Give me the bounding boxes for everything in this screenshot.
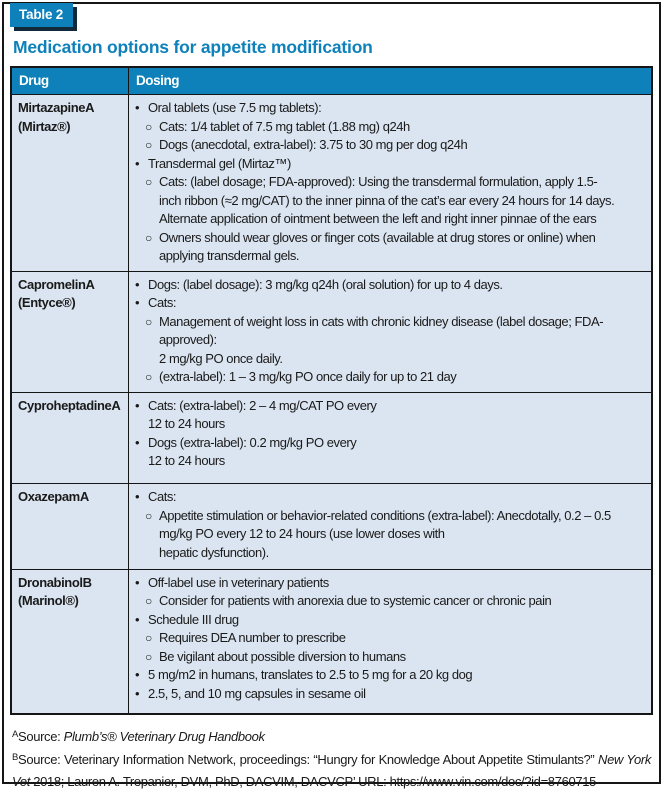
dosing-line [135,592,645,611]
dosing-line [135,648,645,667]
dosing-line [135,544,645,563]
medication-table [10,66,653,715]
circle-bullet-icon: ○ [145,175,152,189]
bullet-icon: • [135,155,140,171]
dosing-line [135,99,645,118]
table-body [12,95,651,713]
circle-bullet-icon: ○ [145,649,152,664]
dosing-line [135,118,645,137]
dosing-line [135,192,645,211]
dosing-text: Schedule III drug [148,611,239,627]
dosing-text: Management of weight loss in cats with chronic kidney disease (label dosage; FDA- [159,313,604,329]
bullet-icon: • [135,434,140,450]
dosing-text: (extra-label): 1 – 3 mg/kg PO once daily for up to 21 day [159,369,457,384]
dosing-line [135,247,645,266]
dosing-line [135,685,645,704]
dosing-text: Off-label use in veterinary patients [148,574,329,590]
dosing-line [135,276,645,295]
dosing-line [135,666,645,685]
footnote-text: Source: Veterinary Information Network, proceedings: “Hungry for Knowledge About Appetite Stimulants?” [18,752,599,767]
bullet-icon: • [135,397,140,413]
column-header-drug: Drug [12,68,129,94]
circle-bullet-icon: ○ [145,119,152,134]
table-row [12,272,651,393]
dosing-line [135,415,645,434]
dosing-line [135,574,645,593]
dosing-line [135,173,645,192]
dosing-line [135,434,645,453]
bullet-icon: • [135,611,140,627]
drug-cell [12,484,129,569]
circle-bullet-icon: ○ [145,594,152,608]
table-header-row [12,68,651,95]
dosing-line [135,294,645,313]
dosing-text: Dogs (anecdotal, extra-label): 3.75 to 30 mg per dog q24h [159,137,468,152]
dosing-text: Transdermal gel (Mirtaz™) [148,155,291,171]
bullet-icon: • [135,685,140,701]
drug-name-line: DronabinolB [18,574,92,590]
drug-cell [12,393,129,484]
dosing-line [135,155,645,174]
footnote-marker: A [12,728,18,740]
table-row [12,393,651,485]
dosing-text: 5 mg/m2 in humans, translates to 2.5 to 5 mg for a 20 kg dog [148,667,473,682]
dosing-line [135,629,645,648]
drug-name-line: (Mirtaz®) [18,118,71,134]
drug-cell [12,272,129,392]
dosing-text: Cats: (label dosage; FDA-approved): Using the transdermal formulation, apply 1.5- [159,174,598,189]
dosing-cell [129,393,651,484]
dosing-text: approved): [159,332,217,347]
bullet-icon: • [135,276,140,292]
drug-cell [12,95,129,271]
dosing-line [135,368,645,387]
bullet-icon: • [135,100,140,115]
table-number-badge: Table 2 [10,3,73,27]
dosing-text: Owners should wear gloves or finger cots (available at drug stores or online) when [159,229,596,245]
circle-bullet-icon: ○ [145,508,152,523]
dosing-text: 12 to 24 hours [148,453,225,468]
drug-name-line: MirtazapineA [18,100,95,115]
footnote-line [12,727,651,749]
table-row [12,570,651,713]
drug-name-line: CapromelinA [18,276,95,292]
dosing-text: mg/kg PO every 12 to 24 hours (use lower doses with [159,526,445,541]
dosing-line [135,525,645,544]
drug-name-line: (Entyce®) [18,295,76,310]
dosing-line [135,136,645,155]
dosing-text: 2.5, 5, and 10 mg capsules in sesame oil [148,685,366,701]
dosing-line [135,452,645,471]
drug-cell [12,570,129,713]
footnote-text: 2018; Lauren A. Trepanier, DVM, PhD, DACVIM, DACVCP’ URL: https://www.vin.com/doc/?id=8760715 [29,774,596,789]
column-header-dosing: Dosing [136,73,180,88]
dosing-text: Cats: (extra-label): 2 – 4 mg/CAT PO every [148,397,377,413]
footnotes [12,727,651,793]
dosing-text: Dogs (extra-label): 0.2 mg/kg PO every [148,434,357,450]
dosing-text: inch ribbon (≈2 mg/CAT) to the inner pinna of the cat’s ear every 24 hours for 14 days. [159,192,615,208]
footnote-text: Plumb’s® Veterinary Drug Handbook [63,729,265,744]
circle-bullet-icon: ○ [145,314,152,329]
dosing-cell [129,570,651,713]
dosing-line [135,229,645,248]
dosing-line [135,313,645,332]
dosing-text: Cats: [148,295,177,310]
dosing-text: Oral tablets (use 7.5 mg tablets): [148,100,322,115]
circle-bullet-icon: ○ [145,631,152,645]
dosing-text: Dogs: (label dosage): 3 mg/kg q24h (oral solution) for up to 4 days. [148,276,503,292]
footnote-marker: B [12,751,18,763]
dosing-text: Requires DEA number to prescribe [159,630,346,645]
dosing-text: 12 to 24 hours [148,416,225,431]
bullet-icon: • [135,574,140,590]
bullet-icon: • [135,667,140,682]
drug-name-line: OxazepamA [18,489,89,504]
dosing-text: Cats: [148,489,177,504]
circle-bullet-icon: ○ [145,230,152,245]
dosing-text: 2 mg/kg PO once daily. [159,350,283,366]
table-row [12,484,651,570]
bullet-icon: • [135,489,140,504]
table-title: Medication options for appetite modification [13,37,373,57]
drug-name-line: (Marinol®) [18,593,79,608]
dosing-cell [129,95,651,271]
dosing-text: applying transdermal gels. [159,248,300,263]
dosing-line [135,611,645,630]
dosing-line [135,507,645,526]
circle-bullet-icon: ○ [145,138,152,152]
dosing-text: Cats: 1/4 tablet of 7.5 mg tablet (1.88 mg) q24h [159,118,410,134]
dosing-line [135,397,645,416]
table-row [12,95,651,272]
dosing-text: hepatic dysfunction). [159,544,269,560]
dosing-text: Appetite stimulation or behavior-related conditions (extra-label): Anecdotally, 0.2 – 0.5 [159,507,611,523]
circle-bullet-icon: ○ [145,370,152,384]
dosing-text: Consider for patients with anorexia due to systemic cancer or chronic pain [159,593,552,608]
drug-name-line: CyproheptadineA [18,397,121,413]
dosing-line [135,350,645,369]
dosing-text: Be vigilant about possible diversion to humans [159,648,406,664]
dosing-line [135,210,645,229]
dosing-line [135,488,645,507]
bullet-icon: • [135,295,140,310]
dosing-cell [129,272,651,392]
footnote-text: New York Vet [12,752,651,789]
dosing-text: Alternate application of ointment between the left and right inner pinnae of the ears [159,211,597,226]
footnote-text: Source: [18,729,64,744]
dosing-cell [129,484,651,569]
dosing-line [135,331,645,350]
